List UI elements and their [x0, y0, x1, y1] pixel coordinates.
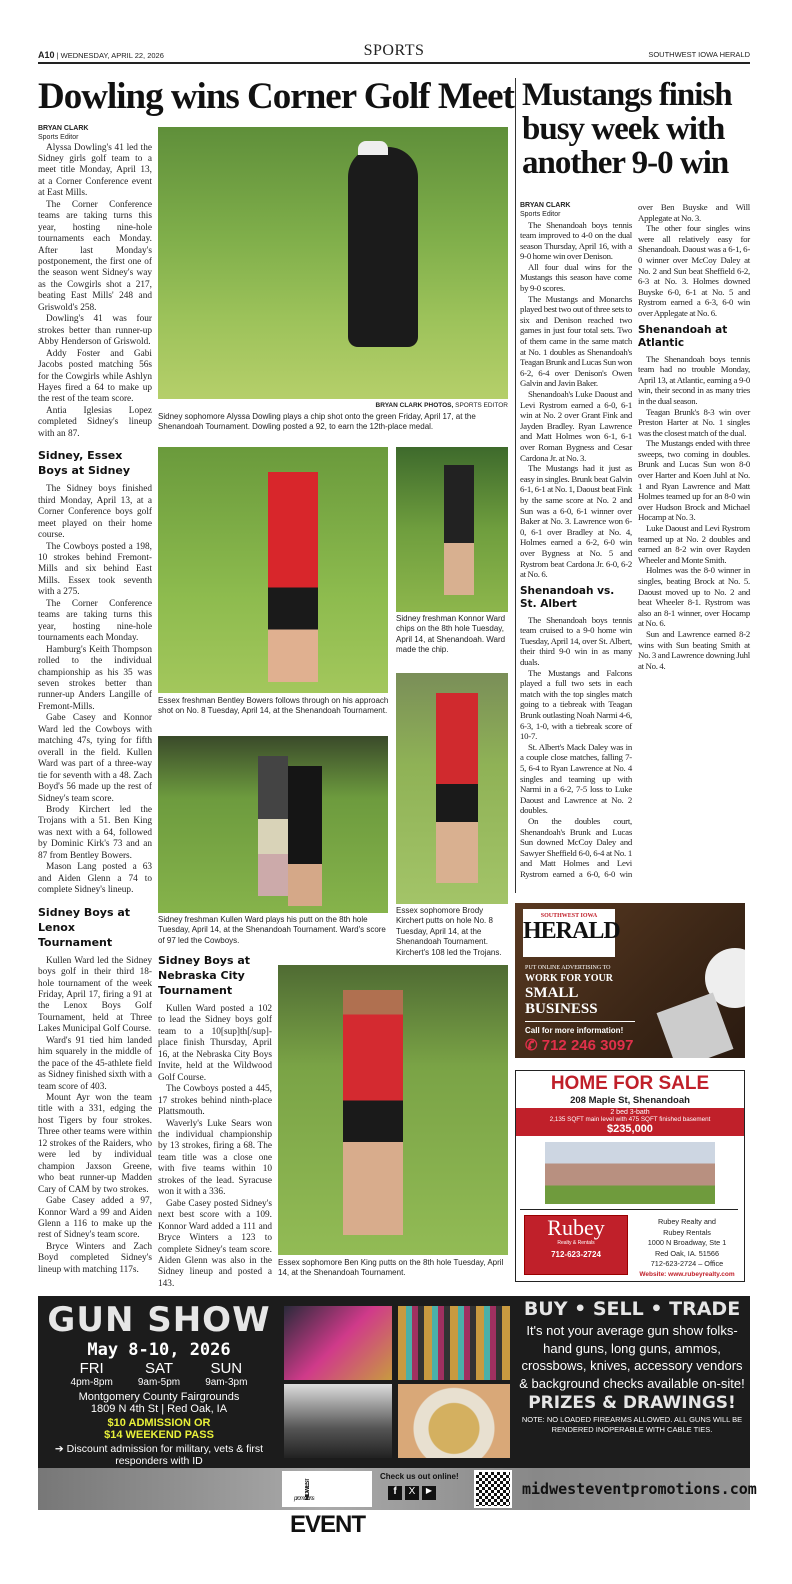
photo-caption: Sidney freshman Konnor Ward chips on the 8th hole Tuesday, April 14, at Shenandoah. Ward made the chip.	[396, 614, 508, 656]
social-icons	[388, 1486, 436, 1500]
byline-name: BRYAN CLARK	[38, 125, 89, 132]
ad-address: 208 Maple St, Shenandoah	[570, 1095, 690, 1106]
ad-body: It's not your average gun show folks- hand guns, long guns, ammos, crossbows, knives, accessory vendors & background checks available on-site!	[519, 1323, 745, 1391]
paragraph: Antia Iglesias Lopez completed Sidney's lineup with an 87.	[38, 405, 152, 439]
herald-logo	[523, 909, 620, 957]
golf-section-2	[38, 956, 152, 1277]
rubey-contact	[632, 1217, 742, 1281]
photo-brody-kirchert	[396, 673, 508, 904]
paragraph: Alyssa Dowling's 41 led the Sidney girls golf team to a meet title Monday, April 13, at a Corner Conference event at East Mills.	[38, 142, 152, 199]
ad-line: WORK FOR YOUR	[525, 973, 613, 984]
home-for-sale-ad[interactable]	[515, 1070, 745, 1282]
paragraph: Gabe Casey added a 97, Konnor Ward a 99 and Aiden Glenn a 116 to make up the rest of Sidney's team score.	[38, 1196, 152, 1241]
paragraph: The Cowboys posted a 198, 10 strokes behind Fremont-Mills and six behind East Mills. Essex took seventh with a 275.	[38, 541, 152, 598]
logo-sub: Realty & Rentals	[557, 1240, 595, 1246]
arrow-icon: ➔	[54, 1443, 67, 1455]
admission: $10 ADMISSION OR	[107, 1417, 211, 1429]
tennis-headline: Mustangs finish busy week with another 9-0 win	[522, 77, 732, 181]
ad-sqft: 2,135 SQFT main level with 475 SQFT finished basement	[549, 1116, 711, 1123]
logo-phone: 712-623-2724	[551, 1250, 601, 1259]
paragraph: Hamburg's Keith Thompson rolled to the individual championship as his 35 was seven strokes better than runner-up Anders Langille of Fremont-Mills.	[38, 644, 152, 712]
paragraph: Brody Kirchert led the Trojans with a 51. Ben King was next with a 64, followed by Dominic Kirk's 73 and an 87 from Bentley Bowers.	[38, 804, 152, 861]
paragraph: Mason Lang posted a 63 and Aiden Glenn a 74 to complete Sidney's lineup.	[38, 862, 152, 896]
section-name: SPORTS	[363, 42, 425, 59]
day: SAT	[144, 1360, 174, 1377]
paper-name: SOUTHWEST IOWA HERALD	[648, 50, 750, 59]
page-number: A10	[38, 50, 55, 60]
contact-line: 712-623-2724 – Office	[650, 1259, 724, 1269]
paragraph: Kullen Ward posted a 102 to lead the Sidney boys golf team to a 10[sup]th[/sup]-place finish Thursday, April 16, at the Nebraska City Boys Invite, held at the Wildwood Golf Course.	[158, 1004, 272, 1083]
page-header: A10 | WEDNESDAY, APRIL 22, 2026 SPORTS SOUTHWEST IOWA HERALD	[38, 44, 750, 64]
phone-number: 712 246 3097	[541, 1037, 634, 1054]
logo-text: Rubey	[547, 1215, 605, 1240]
hours: 9am-5pm	[137, 1377, 181, 1388]
ad-prizes: PRIZES & DRAWINGS!	[528, 1393, 736, 1413]
paragraph: Mount Ayr won the team title with a 331, edging the host Tigers by four strokes. Three other teams were within 12 strokes of the Raiders, who were led by individual champion Jaxson Greene, who beat runner-up Madden Cary of CAM by two strokes.	[38, 1093, 152, 1195]
photo-caption: Essex sophomore Brody Kirchert putts on hole No. 8 Tuesday, April 14, at the Shenandoah Tournament. Kirchert's 108 led the Trojans.	[396, 906, 508, 958]
website-link[interactable]: Website: www.rubeyrealty.com	[639, 1270, 735, 1278]
paragraph: The Corner Conference teams are taking turns this year, hosting nine-hole tournaments each Monday. After last Monday's postponement, the first one of the season went Sidney's way as the Cowgirls shot a 217, beating East Mills' 248 and Griswold's 258.	[38, 199, 152, 313]
paragraph: Gabe Casey posted Sidney's next best score with a 109. Konnor Ward added a 111 and Bryce Winters a 123 to complete Sidney's team score. Aiden Glenn was also in the Sidney lineup and posted a 143.	[158, 1198, 272, 1289]
ad-tagline: BUY • SELL • TRADE	[523, 1298, 741, 1320]
paragraph: The Mustangs had it just as easy in singles. Brunk beat Galvin 6-1, 6-1 at No. 1, Daoust beat Fink by the same score at No. 2 and Sun was a 6-0, 6-1 winner over Baker at No. 3. Lawrence won 6-0, 6-1 over Bradley at No. 4, Holmes earned a 6-2, 6-0 win over Bygness at No. 5 and Rystrom beat Cardona Jr. 6-0, 6-2 at No. 6.	[520, 463, 632, 580]
tennis-section-2	[638, 354, 750, 672]
midwest-event-logo	[282, 1471, 372, 1538]
paragraph: Ward's 91 tied him landed him squarely in the middle of the pace of the 45-athlete field as Sidney finished sixth with a team score of 403.	[38, 1035, 152, 1092]
website-link[interactable]: midwesteventpromotions.com	[522, 1480, 757, 1498]
paragraph: The Shenandoah boys tennis team cruised to a 9-0 home win Tuesday, April 14, over St. Albert, their third 9-0 win in as many duals.	[520, 614, 632, 668]
day: SUN	[210, 1360, 243, 1377]
paragraph: St. Albert's Mack Daley was in a couple close matches, falling 7-5, 6-4 to Ryan Lawrence at No. 4 singles and teaming up with Narmi in a 6-2, 7-5 loss to Luke Daoust and Lawrence at No. 2 doubles.	[520, 741, 632, 816]
ammo-photo	[398, 1384, 510, 1458]
paragraph: Gabe Casey and Konnor Ward led the Cowboys with matching 47s, tying for fifth overall in the field. Kullen Ward was part of a three-way tie for seventh with a 48. Zach Boyd's 56 made up the rest of Sidney's team score.	[38, 713, 152, 804]
paragraph: The Corner Conference teams are taking turns this year, hosting nine-hole tournaments each Monday.	[38, 598, 152, 644]
photo-bentley-bowers	[158, 447, 388, 693]
house-photo	[545, 1142, 715, 1204]
paragraph: Dowling's 41 was four strokes better than runner-up Abby Henderson of Griswold.	[38, 314, 152, 348]
rubey-logo	[524, 1215, 628, 1275]
golf-section-1	[38, 484, 152, 896]
golf-intro	[38, 143, 152, 441]
subhead: Shenandoah at Atlantic	[638, 323, 728, 349]
column-divider	[515, 78, 516, 893]
paragraph: The other four singles wins were all relatively easy for Shenandoah. Daoust was a 6-1, 6-0 winner over McCoy Daley at No. 2 and Sun beat Sheffield 6-2, 6-3 at No. 3. Holmes downed Buyske 6-0, 6-1 at No. 5 and Rystrom earned a 6-3, 6-0 win over Applegate at No. 6.	[638, 223, 750, 318]
contact-line: Red Oak, IA. 51566	[654, 1248, 720, 1258]
photo-credit	[158, 402, 508, 409]
ad-price: $235,000	[607, 1123, 653, 1135]
photo-caption: Essex sophomore Ben King putts on the 8th hole Tuesday, April 14, at the Shenandoah Tournament.	[278, 1258, 510, 1279]
schedule-day	[205, 1360, 247, 1388]
photo-caption: Essex freshman Bentley Bowers follows through on his approach shot on No. 8 Tuesday, April 14, at the Shenandoah Tournament.	[158, 696, 389, 716]
contact-line: Rubey Rentals	[663, 1227, 711, 1237]
pistols-photo	[284, 1306, 392, 1380]
tennis-intro	[520, 220, 632, 580]
logo-top: SOUTHWEST IOWA	[540, 913, 598, 919]
photo-kullen-ward	[158, 736, 388, 913]
ad-footer	[38, 1468, 757, 1538]
logo-text: HERALD	[523, 918, 620, 944]
golf-section-3	[158, 1004, 272, 1290]
admission: $14 WEEKEND PASS	[104, 1429, 214, 1441]
day: FRI	[79, 1360, 104, 1377]
golf-headline: Dowling wins Corner Golf Meet	[38, 76, 514, 117]
tennis-byline	[520, 202, 632, 220]
paragraph: All four dual wins for the Mustangs this season have come by 9-0 scores.	[520, 261, 632, 294]
contact-line: 1000 N Broadway, Ste 1	[647, 1238, 727, 1248]
handguns-photo	[284, 1384, 392, 1458]
ad-address: 1809 N 4th St | Red Oak, IA	[90, 1403, 228, 1415]
photo-alyssa-dowling	[158, 127, 508, 399]
photo-caption: Sidney freshman Kullen Ward plays his putt on the 8th hole Tuesday, April 14, at the Shenandoah Tournament. Ward's score of 97 led the Cowboys.	[158, 915, 390, 946]
logo-side: MIDWEST	[305, 1478, 311, 1501]
phone-icon: ✆	[525, 1037, 542, 1054]
qr-code-icon[interactable]	[474, 1470, 512, 1508]
paragraph: Waverly's Luke Sears won the individual championship by 13 strokes, firing a 68. The team title was a close one with five teams within 10 strokes of the lead. Syracuse won it with a 336.	[158, 1118, 272, 1198]
schedule	[38, 1360, 280, 1388]
tennis-article	[520, 202, 750, 900]
ad-title: GUN SHOW	[47, 1300, 271, 1340]
paragraph: Sun and Lawrence earned 8-2 wins with Sun beating Smith at No. 3 and Lawrence downing Juhl at No. 4.	[638, 628, 750, 671]
paragraph: Luke Daoust and Levi Rystrom teamed up at No. 2 doubles and earned an 8-2 win over Rayden Wheeler and Monte Smith.	[638, 523, 750, 565]
ad-line: SMALL	[525, 985, 579, 1001]
ad-dates: May 8-10, 2026	[87, 1340, 231, 1360]
ad-beds: 2 bed 3-bath	[610, 1109, 650, 1116]
byline-title: Sports Editor	[520, 210, 561, 218]
paragraph: The Mustangs and Falcons played a full two sets in each match with the top singles match going to a tiebreak with Teagan Brunk outlasting Noah Narmi 4-6, 6-3, 1-0, with a tiebreak score of 10-7.	[520, 667, 632, 742]
ad-line: PUT ONLINE ADVERTISING TO	[525, 965, 611, 971]
herald-advertisement[interactable]	[515, 903, 745, 1058]
paragraph: The Shenandoah boys tennis team improved to 4-0 on the dual season Thursday, April 16, with a 9-0 home win over Denison.	[520, 219, 632, 262]
hours: 4pm-8pm	[70, 1377, 113, 1388]
ad-phone[interactable]	[525, 1036, 634, 1054]
rifles-photo	[398, 1306, 510, 1380]
gun-show-ad[interactable]	[38, 1296, 757, 1538]
paragraph: On the doubles court, Shenandoah's Brunk and Lucas Sun downed McCoy Daley and Sawyer Sheffield 6-0, 6-4 at No. 1 and Matt Holmes and Levi Rystrom earned a 6-0, 6-0 win over Ben Buyske and Will Applegate at No. 3.	[520, 202, 750, 879]
credit-name: BRYAN CLARK PHOTOS,	[375, 402, 454, 409]
schedule-day	[138, 1360, 180, 1388]
photo-konnor-ward	[396, 447, 508, 612]
schedule-day	[71, 1360, 113, 1388]
ad-title: HOME FOR SALE	[550, 1073, 710, 1094]
ad-line: BUSINESS	[525, 1001, 598, 1017]
subhead: Sidney, Essex Boys at Sidney	[38, 449, 131, 478]
ad-note: NOTE: NO LOADED FIREARMS ALLOWED. ALL GUNS WILL BE RENDERED INOPERABLE WITH CABLE TIES.	[521, 1415, 743, 1434]
ad-venue: Montgomery County Fairgrounds	[78, 1391, 240, 1403]
golf-article-column	[38, 125, 152, 1276]
paragraph: The Shenandoah boys tennis team had no trouble Monday, April 13, at Atlantic, earning a 9-0 win, their second in as many tries in the dual season.	[638, 353, 750, 406]
online-label: Check us out online!	[380, 1472, 459, 1481]
photo-caption: Sidney sophomore Alyssa Dowling plays a chip shot onto the green Friday, April 17, at the Shenandoah Tournament. Dowling posted a 92, to earn the 12th-place medal.	[158, 412, 508, 433]
logo-text: EVENT	[290, 1511, 366, 1538]
paragraph: Kullen Ward led the Sidney boys golf in their third 18-hole tournament of the week Friday, April 17, firing a 91 at the Lenox Boys Golf Tournament, held at Three Lakes Municipal Golf Course.	[38, 955, 152, 1035]
credit-title: SPORTS EDITOR	[455, 402, 508, 409]
youtube-icon[interactable]: ▶	[422, 1486, 436, 1500]
contact-line: Rubey Realty and	[657, 1217, 716, 1226]
paragraph: Addy Foster and Gabi Jacobs posted matching 56s for the Cowgirls while Ashlyn Hayes fired a 64 to make up the rest of the team score.	[38, 348, 152, 405]
byline-title: Sports Editor	[38, 133, 79, 141]
subhead: Sidney Boys at Lenox Tournament	[38, 905, 131, 949]
paragraph: Holmes was the 8-0 winner in singles, beating Brock at No. 5. Daoust moved up to No. 2 and beat Wheeler 8-1. Rystrom was also an 8-1 winner, over Hocamp at No. 6.	[638, 565, 750, 629]
paragraph: The Cowboys posted a 445, 17 strokes behind ninth-place Plattsmouth.	[158, 1084, 272, 1118]
subhead: Shenandoah vs. St. Albert	[520, 584, 615, 610]
paragraph: The Sidney boys finished third Monday, April 13, at a Corner Conference boys golf meet played on their home course.	[38, 484, 152, 541]
discount-text: Discount admission for military, vets & first responders with ID	[66, 1443, 264, 1467]
paragraph: Shenandoah's Luke Daoust and Levi Rystrom earned a 6-0, 6-1 win at No. 2 over Grant Fink and Jayden Bradley. Ryan Lawrence and Matt Holmes won 6-1, 6-1 over Roman Bygness and Cesar Cardona Jr. at No. 3.	[520, 389, 632, 463]
paragraph: Bryce Winters and Zach Boyd completed Sidney's lineup with matching 117s.	[38, 1241, 152, 1275]
subhead: Sidney Boys at Nebraska City Tournament	[158, 954, 251, 997]
x-icon[interactable]: X	[405, 1486, 419, 1500]
golf-nebraska-column	[158, 953, 272, 1290]
facebook-icon[interactable]: f	[388, 1486, 402, 1500]
discount	[38, 1443, 280, 1467]
golf-byline	[38, 125, 152, 143]
issue-date: WEDNESDAY, APRIL 22, 2026	[60, 51, 164, 60]
hours: 9am-3pm	[205, 1377, 248, 1388]
logo-sub: promotions	[294, 1496, 314, 1502]
paragraph: The Mustangs and Monarchs played best two out of three sets to six and Denison reached two games in just four total sets. Two of them came in the same match at No. 1 doubles as Shenandoah's Teagan Brunk and Lucas Sun won 6-2, 6-4 over Denison's Owen Galvin and Javin Baker.	[520, 293, 632, 389]
byline-name: BRYAN CLARK	[520, 202, 571, 209]
paragraph: Teagan Brunk's 8-3 win over Preston Harter at No. 1 singles was the closest match of the dual.	[638, 406, 750, 438]
paragraph: The Mustangs ended with three sweeps, two coming in doubles. Brunk and Lucas Sun won 8-0 over Harter and Koen Juhl at No. 1 and Ryan Lawrence and Matt Holmes teamed up for an 8-0 win over Hudson Brock and Michael Hocamp at No. 3.	[638, 438, 750, 523]
photo-ben-king	[278, 965, 508, 1255]
ad-call: Call for more information!	[525, 1026, 624, 1035]
